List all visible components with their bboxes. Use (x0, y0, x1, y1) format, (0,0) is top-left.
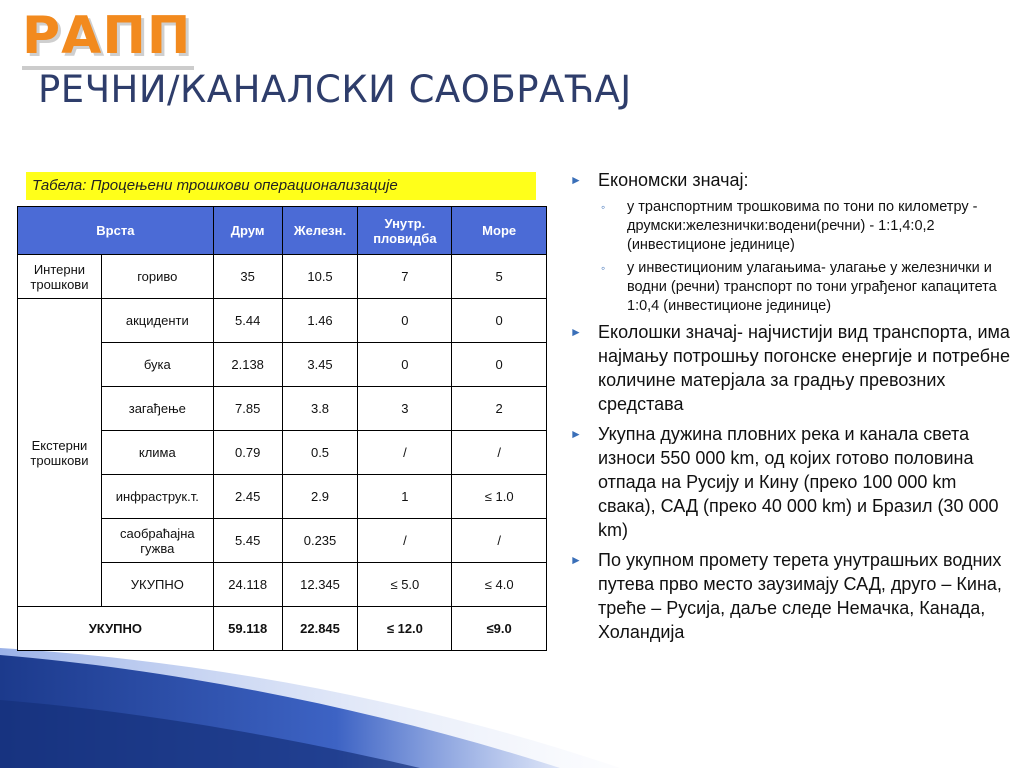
row-label: инфраструк.т. (101, 475, 213, 519)
cell-value: ≤ 1.0 (452, 475, 547, 519)
table-row (18, 299, 547, 343)
row-label: гориво (101, 255, 213, 299)
cell-value: 7.85 (213, 387, 282, 431)
cell-value: 5 (452, 255, 547, 299)
group-external-costs: Екстерни трошкови (18, 299, 102, 607)
cell-value: 1 (358, 475, 452, 519)
cell-value: / (358, 519, 452, 563)
cell-value: 24.118 (213, 563, 282, 607)
cell-value: ≤ 12.0 (358, 607, 452, 651)
cell-value: ≤ 4.0 (452, 563, 547, 607)
header-inland-waterway: Унутр. пловидба (358, 207, 452, 255)
sub-bullet-text: у транспортним трошковима по тони по километру - друмски:железнички:водени(речни) - 1:1,4:0,2 (инвестиционе јединице) (627, 199, 978, 253)
bullet-circle-icon: ◦ (601, 261, 606, 275)
row-label: саобраћајна гужва (101, 519, 213, 563)
rapp-logo (22, 6, 202, 72)
cell-value: 0 (452, 343, 547, 387)
cell-value: 5.45 (213, 519, 282, 563)
cell-value: 2 (452, 387, 547, 431)
cell-value: 2.45 (213, 475, 282, 519)
cell-value: 0 (358, 299, 452, 343)
row-label: загађење (101, 387, 213, 431)
cell-value: 0.79 (213, 431, 282, 475)
page-title: РЕЧНИ/КАНАЛСКИ САОБРАЋАЈ (38, 68, 632, 111)
cell-value: 0.235 (282, 519, 358, 563)
cell-value: / (452, 519, 547, 563)
cell-value: 12.345 (282, 563, 358, 607)
cost-table (17, 206, 547, 651)
header-type: Врста (18, 207, 214, 255)
table-caption: Табела: Процењени трошкови операционализације (26, 172, 536, 200)
sub-bullet-text: у инвестиционим улагањима- улагање у железнички и водни (речни) транспорт по тони уграђеног капацитета 1:0,4 (инвестиционе јединице) (627, 260, 997, 314)
row-label: бука (101, 343, 213, 387)
cell-value: 1.46 (282, 299, 358, 343)
cell-value: 0 (452, 299, 547, 343)
cell-value: ≤ 5.0 (358, 563, 452, 607)
logo-text: РАПП (22, 6, 192, 66)
cell-value: 2.9 (282, 475, 358, 519)
cell-value: 3 (358, 387, 452, 431)
row-label: УКУПНО (101, 563, 213, 607)
cell-value: 0.5 (282, 431, 358, 475)
row-label: акциденти (101, 299, 213, 343)
bullet-item (566, 548, 1016, 644)
bullet-arrow-icon: ► (570, 325, 582, 339)
bullet-item (566, 168, 1016, 192)
header-sea: Море (452, 207, 547, 255)
grand-total-label: УКУПНО (18, 607, 214, 651)
header-road: Друм (213, 207, 282, 255)
bullet-item (566, 422, 1016, 542)
cell-value: ≤9.0 (452, 607, 547, 651)
row-label: клима (101, 431, 213, 475)
bullet-text: Укупна дужина пловних река и канала света износи 550 000 km, од којих готово половина отпада на Русију и Кину (преко 100 000 km свака), САД (преко 40 000 km) и Бразил (30 000 km) (598, 424, 999, 540)
table-row (18, 255, 547, 299)
bullet-item (566, 320, 1016, 416)
cell-value: / (358, 431, 452, 475)
cell-value: 5.44 (213, 299, 282, 343)
bullet-arrow-icon: ► (570, 173, 582, 187)
bullet-arrow-icon: ► (570, 427, 582, 441)
bullet-arrow-icon: ► (570, 553, 582, 567)
bullet-text: Економски значај: (598, 170, 749, 190)
table-header-row (18, 207, 547, 255)
cell-value: 59.118 (213, 607, 282, 651)
sub-bullet-item (566, 198, 1016, 255)
cell-value: 2.138 (213, 343, 282, 387)
cell-value: 3.45 (282, 343, 358, 387)
cell-value: / (452, 431, 547, 475)
sub-bullet-item (566, 259, 1016, 316)
cell-value: 7 (358, 255, 452, 299)
cell-value: 35 (213, 255, 282, 299)
bullet-text: Еколошки значај- најчистији вид транспорта, има најмању потрошњу погонске енергије и потребне количине матерјала за градњу превозних средстава (598, 322, 1010, 414)
bullet-text: По укупном промету терета унутрашњих водних путева прво место заузимају САД, друго – Кина, треће – Русија, даље следе Немачка, Канада, Холандија (598, 550, 1002, 642)
group-internal-costs: Интерни трошкови (18, 255, 102, 299)
header-rail: Железн. (282, 207, 358, 255)
bullet-circle-icon: ◦ (601, 200, 606, 214)
cell-value: 3.8 (282, 387, 358, 431)
grand-total-row (18, 607, 547, 651)
cell-value: 10.5 (282, 255, 358, 299)
bullet-list (566, 168, 1016, 650)
cell-value: 22.845 (282, 607, 358, 651)
cell-value: 0 (358, 343, 452, 387)
